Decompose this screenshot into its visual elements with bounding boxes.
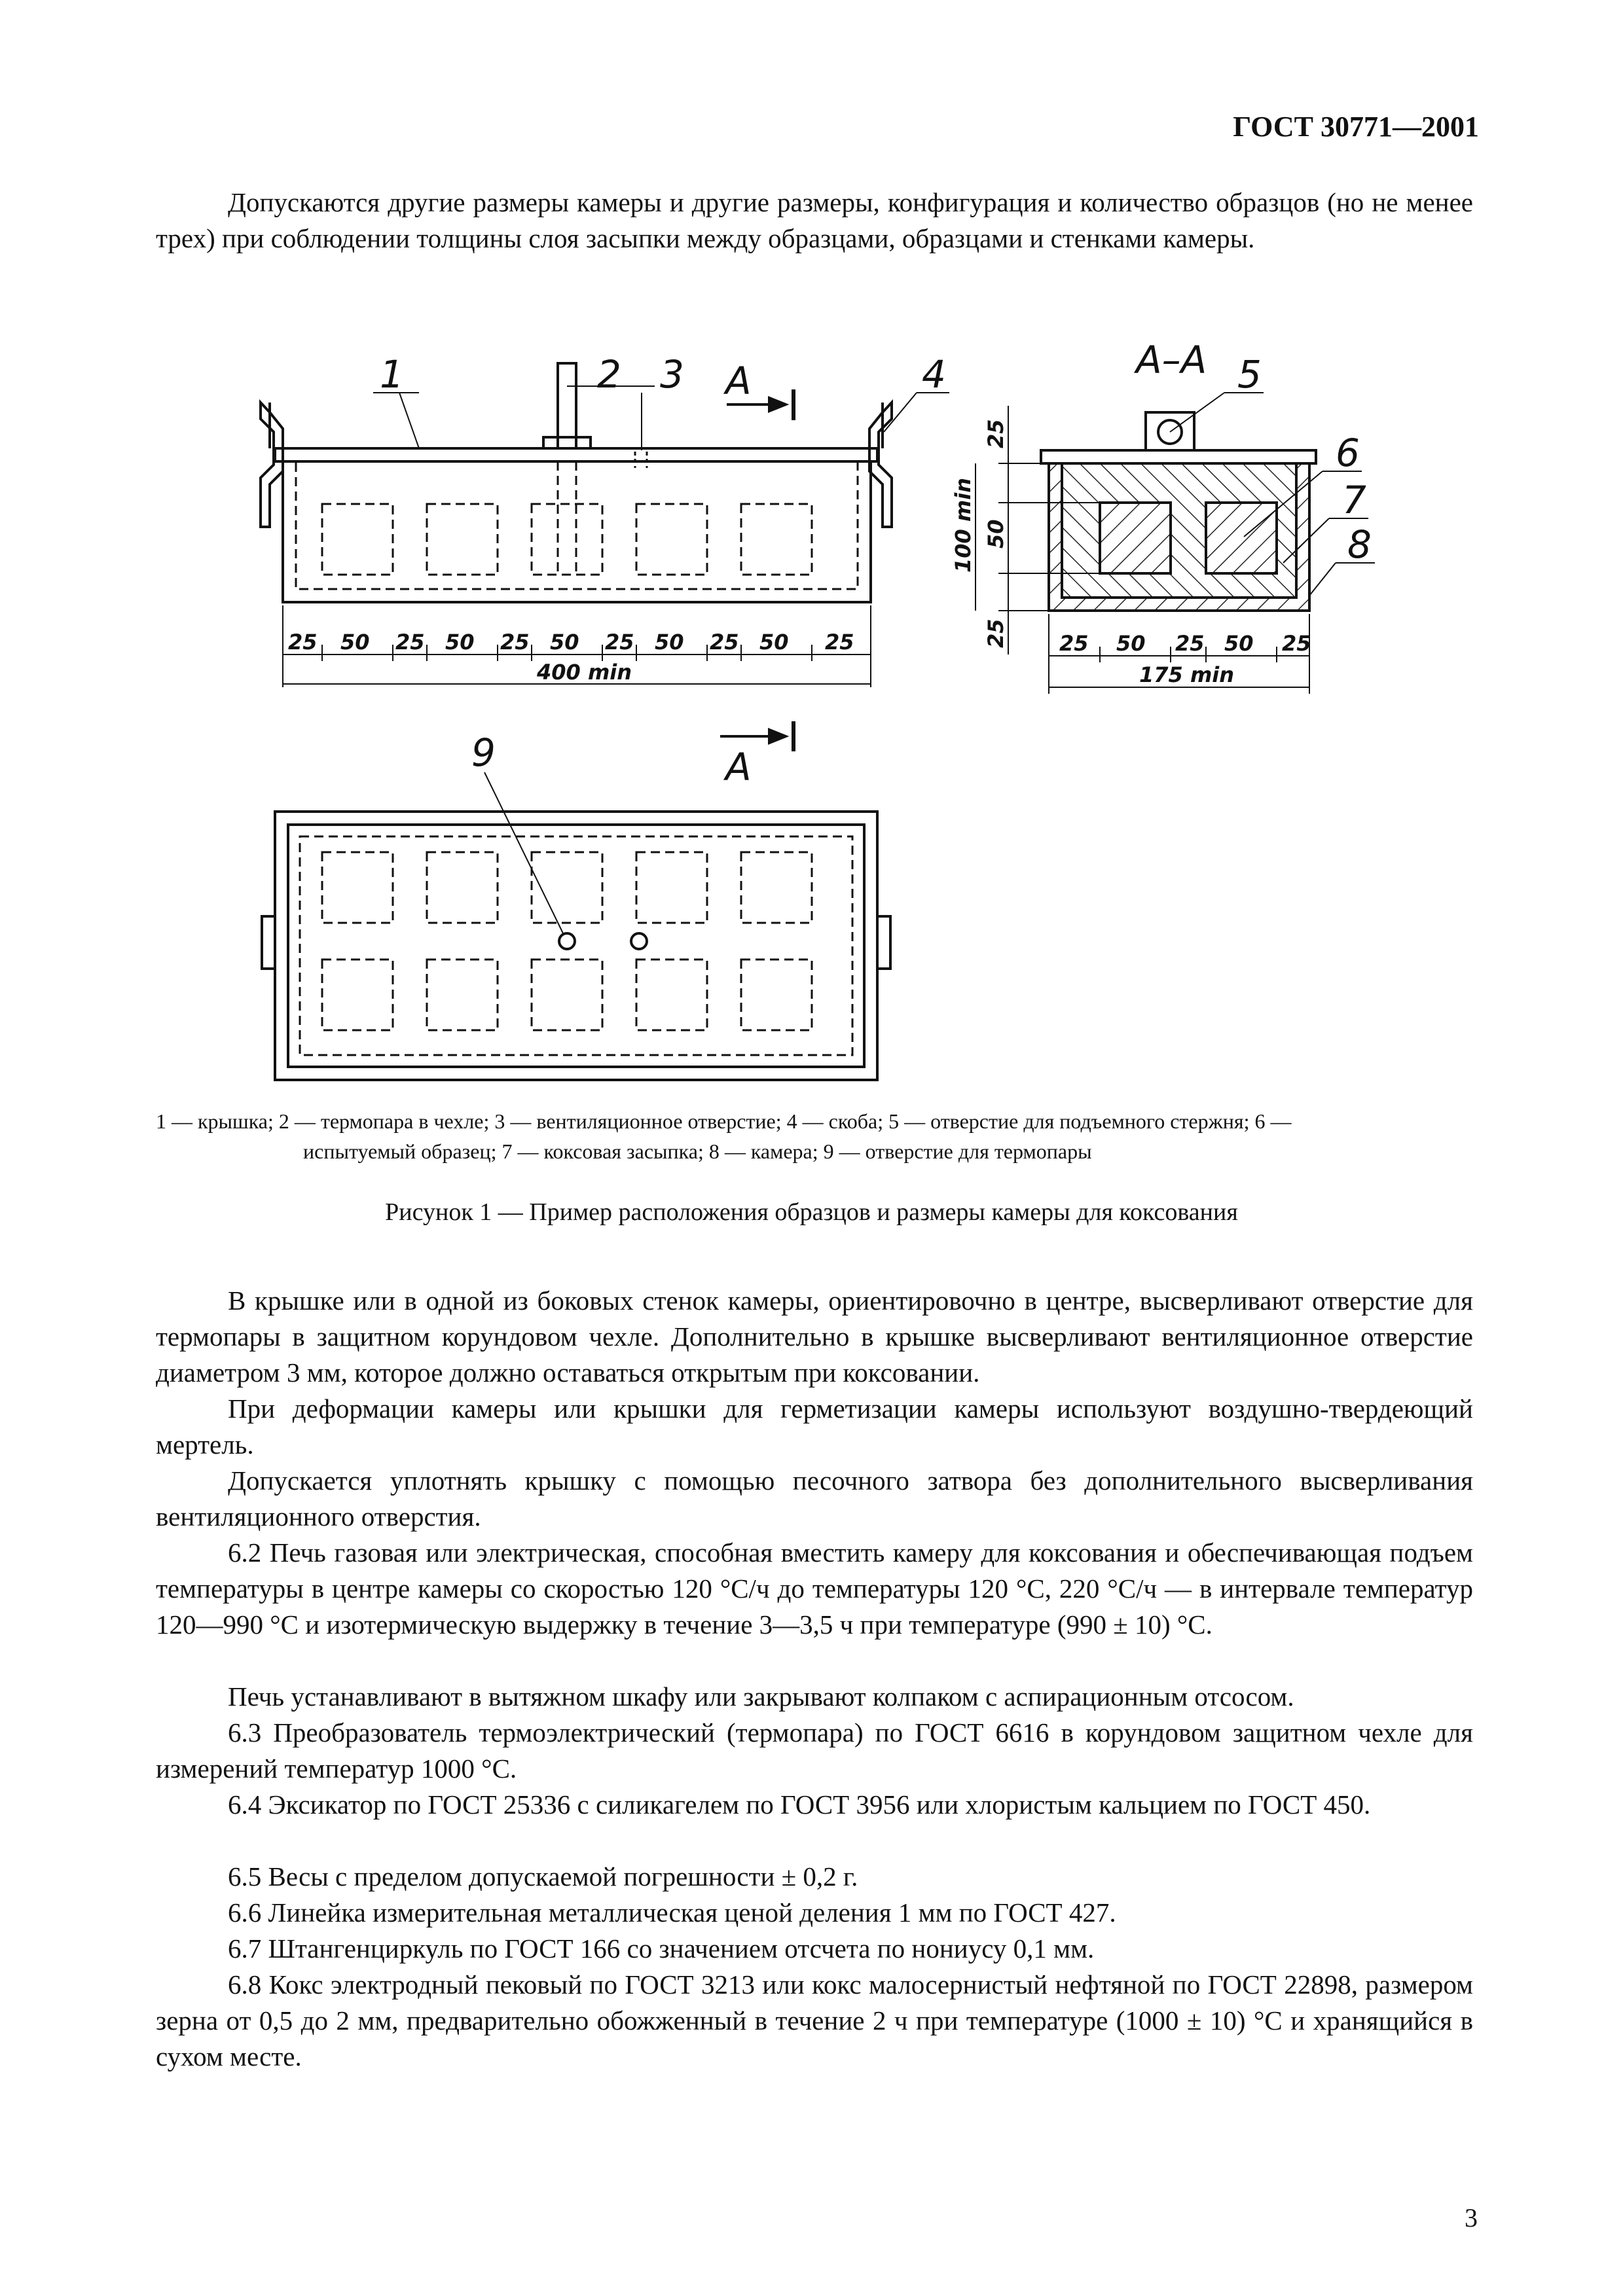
side-dim-1: 25: [1059, 631, 1089, 656]
figure-caption: Рисунок 1 — Пример расположения образцов и размеры камеры для коксования: [385, 1198, 1238, 1226]
side-total-dim: 175 min: [1139, 662, 1235, 687]
page-number: 3: [1465, 2203, 1478, 2233]
lid-front: [275, 448, 877, 461]
bracket-left: [261, 403, 283, 527]
section-sample-left: [1100, 503, 1171, 573]
callout-9: 9: [471, 730, 496, 775]
side-dim-5: 25: [1282, 631, 1311, 656]
callout-2: 2: [597, 352, 621, 397]
callout-8: 8: [1347, 522, 1372, 567]
front-total-dim: 400 min: [537, 660, 632, 685]
callout-1: 1: [380, 352, 404, 397]
front-dim-10: 50: [759, 630, 789, 655]
legend-line-1: 1 — крышка; 2 — термопара в чехле; 3 — вентиляционное отверстие; 4 — скоба; 5 — отверстие для подъемного стержня; 6 —: [156, 1109, 1292, 1133]
plan-samples: [322, 852, 812, 1030]
callout-5: 5: [1237, 352, 1262, 397]
front-dim-4: 50: [445, 630, 475, 655]
paragraph-6-7: 6.7 Штангенциркуль по ГОСТ 166 со значением отсчета по нониусу 0,1 мм.: [228, 1933, 1095, 1964]
callout-3: 3: [660, 352, 684, 397]
front-dim-5: 25: [500, 630, 530, 655]
section-sample-right: [1206, 503, 1277, 573]
front-dim-2: 50: [340, 630, 370, 655]
front-dim-8: 50: [655, 630, 684, 655]
height-dim-mid: 50: [983, 519, 1008, 548]
side-dim-3: 25: [1175, 631, 1205, 656]
paragraph-6-5: 6.5 Весы с пределом допускаемой погрешности ± 0,2 г.: [228, 1861, 858, 1892]
paragraph-6-3: 6.3 Преобразователь термоэлектрический (термопара) по ГОСТ 6616 в корундовом защитном чехле для измерений температур 1000 °С.: [156, 1717, 1473, 1784]
front-dim-1: 25: [288, 630, 318, 655]
paragraph-6-6: 6.6 Линейка измерительная металлическая ценой деления 1 мм по ГОСТ 427.: [228, 1897, 1116, 1928]
paragraph-1: В крышке или в одной из боковых стенок камеры, ориентировочно в центре, высверливают отверстие для термопары в защитном корундовом чехле. Дополнительно в крышке высверливают вентиляционное отверстие диаметром 3 мм, которое должно оставаться открытым при коксовании.: [156, 1285, 1473, 1388]
section-mark-plan: А: [725, 745, 752, 789]
front-dim-11: 25: [825, 630, 854, 655]
plan-view: [262, 721, 890, 1080]
paragraph-6-4: 6.4 Эксикатор по ГОСТ 25336 с силикагелем по ГОСТ 3956 или хлористым кальцием по ГОСТ 450.: [228, 1789, 1371, 1820]
standard-header: ГОСТ 30771—2001: [1233, 111, 1479, 143]
intro-paragraph: Допускаются другие размеры камеры и другие размеры, конфигурация и количество образцов (но не менее трех) при соблюдении толщины слоя засыпки между образцами, образцами и стенками камеры.: [156, 187, 1473, 253]
front-dim-6: 50: [550, 630, 579, 655]
section-mark-top: А: [725, 359, 752, 403]
figure-legend: [156, 1106, 1473, 1166]
thermocouple-rod: [558, 363, 576, 448]
callout-6: 6: [1336, 431, 1360, 475]
height-total-dim: 100 min: [951, 477, 976, 573]
side-dim-4: 50: [1224, 631, 1254, 656]
front-dim-3: 25: [395, 630, 425, 655]
vent-hole: [631, 933, 647, 949]
paragraph-6-2: 6.2 Печь газовая или электрическая, способная вместить камеру для коксования и обеспечивающая подъем температуры в центре камеры со скоростью 120 °С/ч до температуры 120 °С, 220 °С/ч — в интервале температур 120—990 °С и изотермическую выдержку в течение 3—3,5 ч при температуре (990 ± 10) °С.: [156, 1537, 1473, 1640]
front-samples: [322, 504, 812, 575]
front-dim-7: 25: [605, 630, 634, 655]
callout-7: 7: [1342, 478, 1366, 522]
front-dim-9: 25: [710, 630, 739, 655]
height-dim-bot: 25: [983, 619, 1008, 648]
height-dim-top: 25: [983, 419, 1008, 448]
section-title: А–А: [1136, 340, 1207, 382]
paragraph-3: Допускается уплотнять крышку с помощью песочного затвора без дополнительного высверливания вентиляционного отверстия.: [156, 1465, 1473, 1532]
paragraph-6-2b: Печь устанавливают в вытяжном шкафу или закрывают колпаком с аспирационным отсосом.: [228, 1681, 1294, 1712]
paragraph-6-8: 6.8 Кокс электродный пековый по ГОСТ 3213 или кокс малосернистый нефтяной по ГОСТ 22898, размером зерна от 0,5 до 2 мм, предварительно обожженный в течение 2 ч при температуре (1000 ± 10) °С и хранящийся в сухом месте.: [156, 1969, 1473, 2072]
figure-drawing: [223, 340, 1499, 1086]
callout-4: 4: [922, 352, 946, 397]
side-dim-2: 50: [1116, 631, 1146, 656]
legend-line-2: испытуемый образец; 7 — коксовая засыпка; 8 — камера; 9 — отверстие для термопары: [303, 1139, 1092, 1163]
bracket-right: [869, 403, 892, 527]
figure-1: [223, 340, 1499, 1086]
paragraph-2: При деформации камеры или крышки для герметизации камеры используют воздушно-твердеющий мертель.: [156, 1393, 1473, 1460]
thermocouple-hole: [559, 933, 575, 949]
